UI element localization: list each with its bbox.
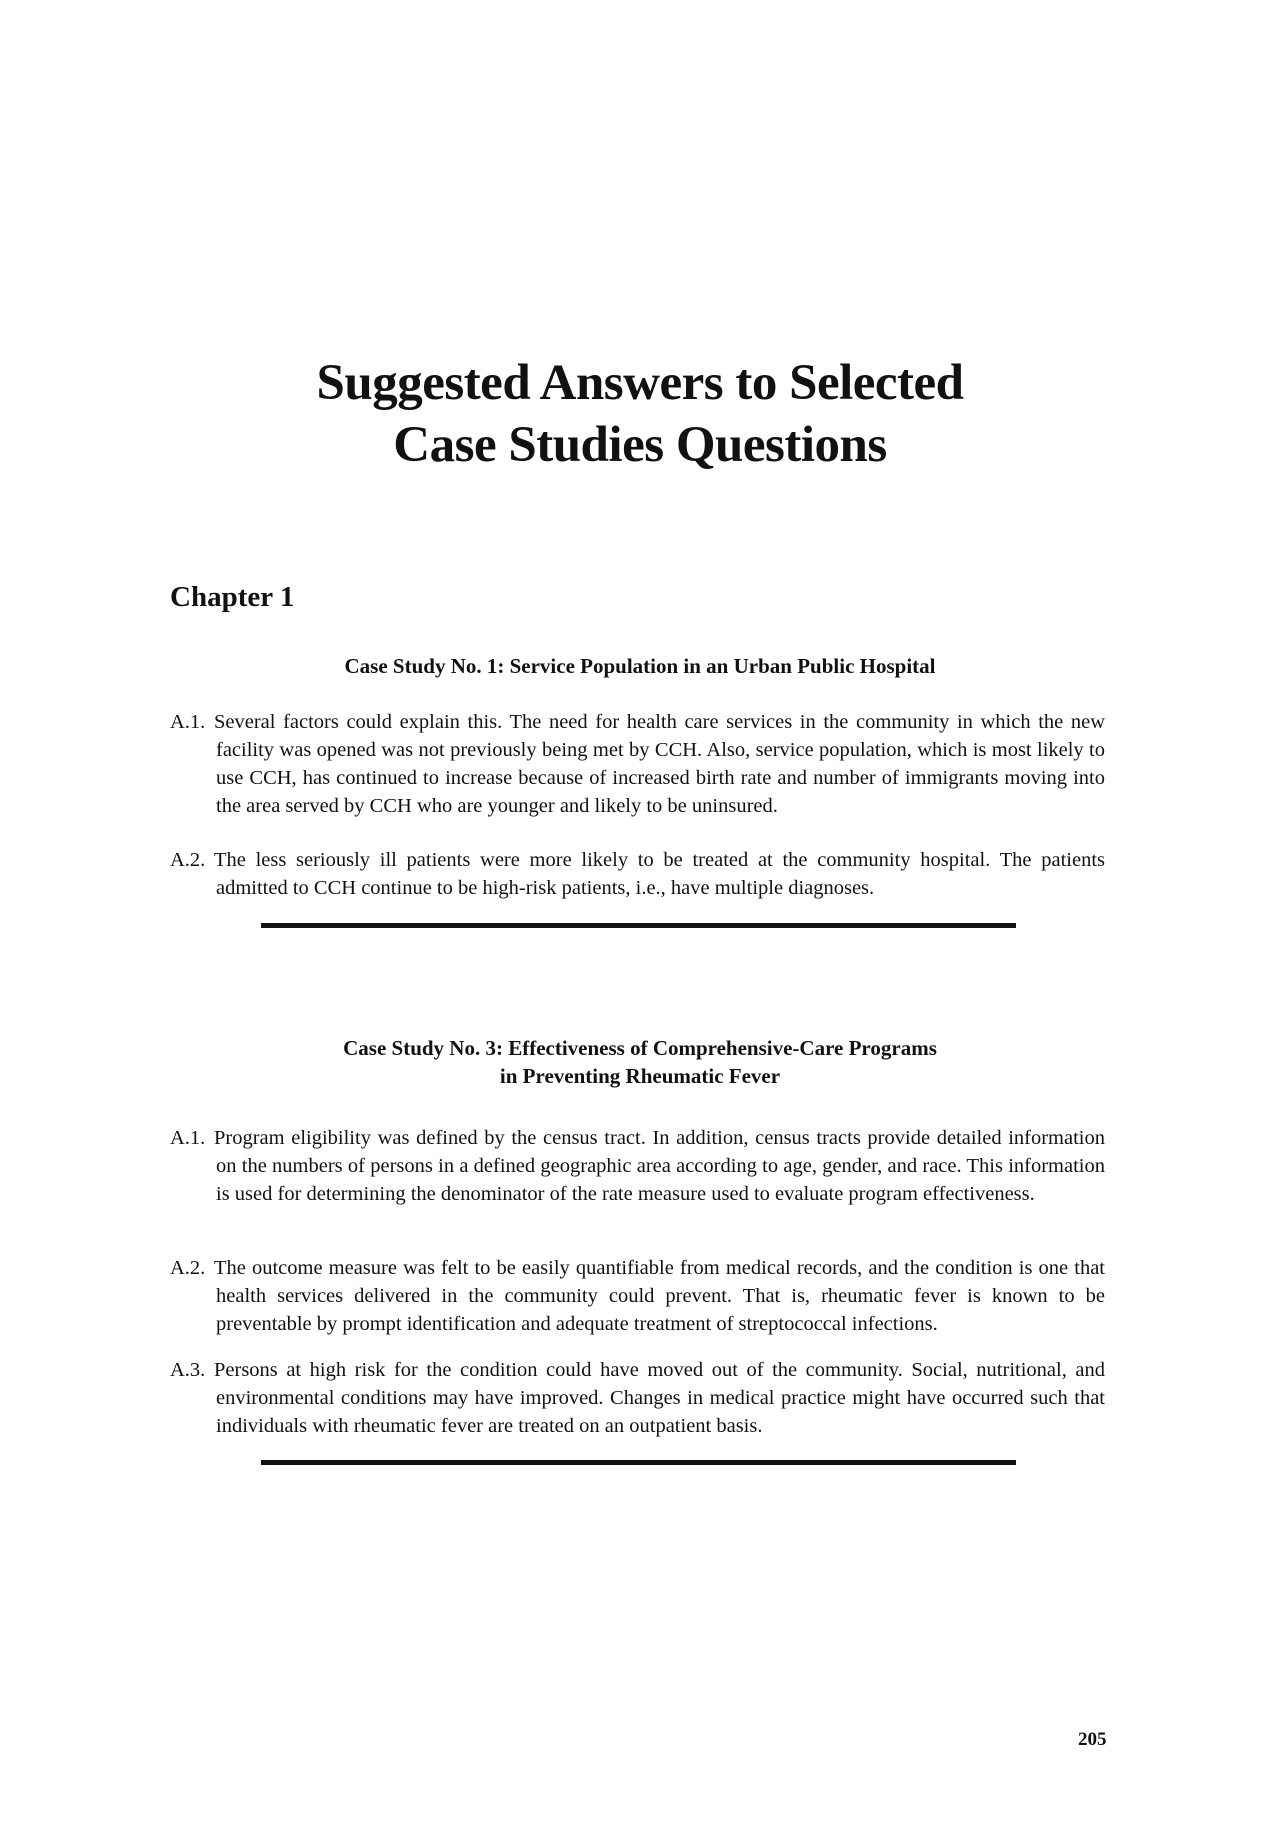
chapter-heading: Chapter 1 — [170, 581, 295, 613]
case-study-3-heading-line-2: in Preventing Rheumatic Fever — [499, 1064, 781, 1088]
answer-number: A.2. — [170, 1257, 206, 1279]
case-3-answer-2 — [170, 1254, 1105, 1338]
answer-text: Program eligibility was defined by the census tract. In addition, census tracts provide detailed information on the numbers of persons in a defined geographic area according to age, gender, and race. This information is used for determining the denominator of the rate measure used to evaluate program effectiveness. — [214, 1127, 1105, 1205]
section-divider-2 — [261, 1460, 1016, 1465]
case-study-1-heading — [0, 652, 1280, 680]
answer-text: Several factors could explain this. The need for health care services in the community in which the new facility was opened was not previously being met by CCH. Also, service population, which is most likely to use CCH, has continued to increase because of increased birth rate and number of immigrants moving into the area served by CCH who are younger and likely to be uninsured. — [214, 711, 1105, 817]
answer-number: A.1. — [170, 1127, 206, 1149]
case-3-answer-3 — [170, 1356, 1105, 1440]
answer-number: A.2. — [170, 849, 206, 871]
case-study-3-heading — [0, 1034, 1280, 1090]
answer-number: A.1. — [170, 711, 206, 733]
page-title-line-2: Case Studies Questions — [393, 417, 887, 473]
answer-text: Persons at high risk for the condition could have moved out of the community. Social, nutritional, and environmental conditions may have improved. Changes in medical practice might have occurred such that individuals with rheumatic fever are treated on an outpatient basis. — [214, 1359, 1105, 1437]
case-study-3-heading-line-1: Case Study No. 3: Effectiveness of Comprehensive-Care Programs — [343, 1036, 937, 1060]
case-1-answer-1 — [170, 708, 1105, 820]
answer-text: The less seriously ill patients were more likely to be treated at the community hospital. The patients admitted to CCH continue to be high-risk patients, i.e., have multiple diagnoses. — [214, 849, 1105, 899]
case-3-answer-1 — [170, 1124, 1105, 1208]
section-divider-1 — [261, 923, 1016, 928]
case-study-1-heading-text: Case Study No. 1: Service Population in an Urban Public Hospital — [344, 654, 936, 678]
answer-number: A.3. — [170, 1359, 206, 1381]
page-number: 205 — [1078, 1729, 1107, 1750]
page-title-line-1: Suggested Answers to Selected — [316, 355, 964, 411]
case-1-answer-2 — [170, 846, 1105, 902]
page-title — [0, 352, 1280, 476]
answer-text: The outcome measure was felt to be easily quantifiable from medical records, and the condition is one that health services delivered in the community could prevent. That is, rheumatic fever is known to be preventable by prompt identification and adequate treatment of streptococcal infections. — [214, 1257, 1105, 1335]
